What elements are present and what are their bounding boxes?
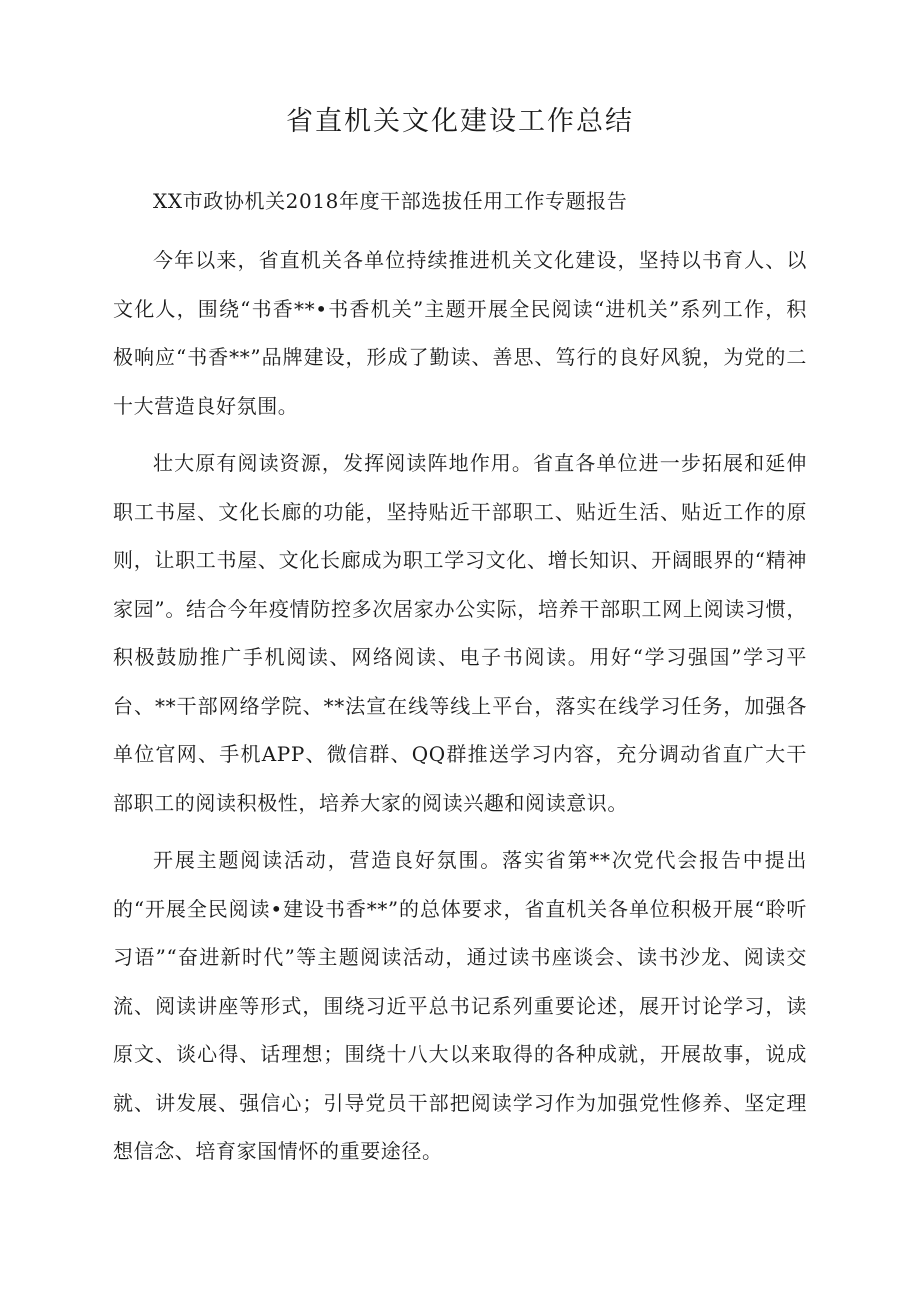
document-subtitle: XX市政协机关2018年度干部选拔任用工作专题报告 [153, 189, 628, 213]
document-title: 省直机关文化建设工作总结 [286, 106, 634, 137]
paragraph-1: 今年以来，省直机关各单位持续推进机关文化建设，坚持以书育人、以文化人，围绕“书香**•书香机关”主题开展全民阅读“进机关”系列工作，积极响应“书香**”品牌建设，形成了勤读、善思、笃行的良好风貌，为党的二十大营造良好氛围。 [113, 248, 807, 418]
paragraph-3: 开展主题阅读活动，营造良好氛围。落实省第**次党代会报告中提出的“开展全民阅读•建设书香**”的总体要求，省直机关各单位积极开展“聆听习语”“奋进新时代”等主题阅读活动，通过读书座谈会、读书沙龙、阅读交流、阅读讲座等形式，围绕习近平总书记系列重要论述，展开讨论学习，读原文、谈心得、话理想；围绕十八大以来取得的各种成就，开展故事，说成就、讲发展、强信心；引导党员干部把阅读学习作为加强党性修养、坚定理想信念、培育家国情怀的重要途径。 [113, 848, 807, 1163]
paragraph-2: 壮大原有阅读资源，发挥阅读阵地作用。省直各单位进一步拓展和延伸职工书屋、文化长廊的功能，坚持贴近干部职工、贴近生活、贴近工作的原则，让职工书屋、文化长廊成为职工学习文化、增长知识、开阔眼界的“精神家园”。结合今年疫情防控多次居家办公实际，培养干部职工网上阅读习惯，积极鼓励推广手机阅读、网络阅读、电子书阅读。用好“学习强国”学习平台、**干部网络学院、**法宣在线等线上平台，落实在线学习任务，加强各单位官网、手机APP、微信群、QQ群推送学习内容，充分调动省直广大干部职工的阅读积极性，培养大家的阅读兴趣和阅读意识。 [113, 451, 807, 815]
